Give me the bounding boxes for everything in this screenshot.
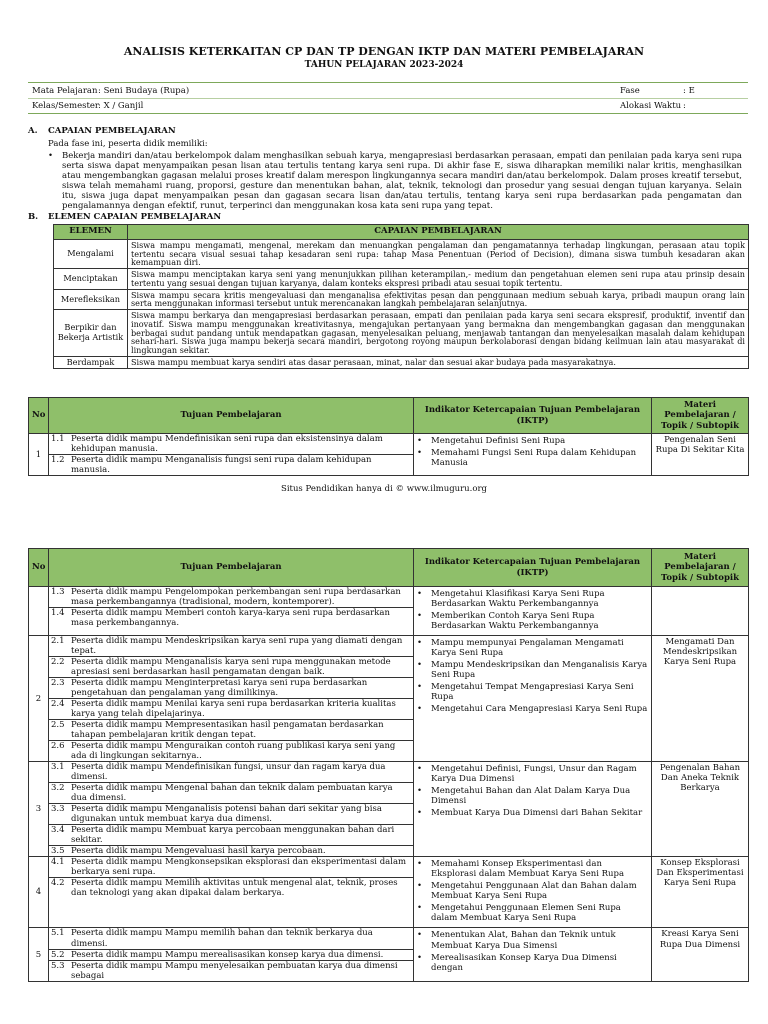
elemen-row: [54, 240, 749, 269]
elemen-name: Menciptakan: [54, 269, 128, 289]
bullet-icon: •: [417, 903, 423, 914]
row-number: 4: [29, 857, 49, 928]
fase-label: Fase: [620, 86, 640, 96]
tp-item-text: Peserta didik mampu Mampu merealisasikan konsep karya dua dimensi.: [71, 949, 384, 960]
tp-item-text: Peserta didik mampu Menganalisis fungsi seni rupa dalam kehidupan manusia.: [71, 455, 372, 476]
tp-item-text: Peserta didik mampu Mendeskripsikan karya seni rupa yang diamati dengan tepat.: [71, 636, 403, 657]
materi-cell: Konsep Eksplorasi Dan Eksperimentasi Karya Seni Rupa: [652, 857, 749, 928]
iktp-item: [417, 704, 648, 714]
iktp-cell: [414, 434, 652, 476]
iktp-header: Indikator Ketercapaian Tujuan Pembelajaran (IKTP): [414, 549, 652, 587]
tp-item-text: Peserta didik mampu Memberi contoh karya-karya seni rupa berdasarkan masa perkembangannya.: [71, 608, 390, 629]
iktp-item-text: Memahami Fungsi Seni Rupa dalam Kehidupan Manusia: [431, 448, 637, 469]
elemen-capaian: Siswa mampu membuat karya sendiri atas dasar perasaan, minat, nalar dan sesuai akar budaya pada masyarakatnya.: [128, 356, 749, 369]
tp-item: [49, 878, 413, 898]
bullet-icon: •: [417, 436, 423, 446]
iktp-header: Indikator Ketercapaian Tujuan Pembelajaran (IKTP): [414, 398, 652, 434]
tp-item: [49, 928, 413, 949]
bullet-icon: •: [417, 589, 423, 599]
bullet-icon: •: [417, 808, 423, 819]
tp-item: [49, 846, 413, 856]
iktp-item: [417, 903, 648, 923]
alokasi-value: :: [683, 101, 686, 111]
materi-cell: [652, 587, 749, 636]
section-a-heading: [28, 126, 428, 138]
tp-item: [49, 950, 413, 961]
tp-item: [49, 608, 413, 628]
tp-row: [29, 928, 749, 981]
tp-row: [29, 434, 749, 476]
bullet-icon: •: [417, 660, 423, 671]
elemen-row: [54, 289, 749, 309]
tp-item-text: Peserta didik mampu Menguraikan contoh ruang publikasi karya seni yang ada di lingkungan sekitarnya..: [71, 741, 396, 762]
iktp-item: [417, 611, 648, 631]
iktp-item-text: Merealisasikan Konsep Karya Dua Dimensi dengan: [431, 952, 617, 973]
materi-cell: Pengenalan Bahan Dan Aneka Teknik Berkarya: [652, 762, 749, 857]
tp-item-text: Peserta didik mampu Mampu menyelesaikan pembuatan karya dua dimensi sebagai: [71, 960, 398, 981]
tp-row: [29, 762, 749, 857]
identity-row-1: [28, 84, 748, 99]
iktp-item-text: Menentukan Alat, Bahan dan Teknik untuk Membuat Karya Dua Simensi: [431, 930, 616, 951]
iktp-item: [417, 930, 648, 950]
tp-item: [49, 587, 413, 608]
elemen-name: Merefleksikan: [54, 289, 128, 309]
tp-item: [49, 678, 413, 699]
elemen-capaian: Siswa mampu berkarya dan mengapresiasi berdasarkan perasaan, empati dan penilaian pada karya seni secara ekspresif, produktif, inventif dan inovatif. Siswa mampu menggunakan kreativitasnya, mengajukan pertanyaan yang bermakna dan mengembangkan gagasan dan menggunakan berbagai sudut pandang untuk mendapatkan gagasan, menyelesaikan peluang, menjawab tantangan dan menyelesaikan masalah dalam kehidupan sehari-hari. Siswa juga mampu bekerja secara mandiri, bergotong royong maupun berkolaborasi dengan bidang keilmuan lain atau masyarakat di lingkungan sekitar.: [128, 310, 749, 357]
elemen-name: Mengalami: [54, 240, 128, 269]
bullet-icon: •: [417, 611, 423, 622]
tp-item-text: Peserta didik mampu Menganalisis potensi bahan dari sekitar yang bisa digunakan untuk membuat karya dua dimensi.: [71, 804, 382, 825]
tp-item: [49, 699, 413, 720]
iktp-item: [417, 448, 648, 468]
iktp-item-text: Mengetahui Cara Mengapresiasi Karya Seni Rupa: [431, 704, 648, 715]
tp-item-text: Peserta didik mampu Pengelompokan perkembangan seni rupa berdasarkan masa perkembangannya (tradisional, modern, kontemporer).: [71, 587, 401, 608]
bullet-icon: •: [417, 952, 423, 963]
iktp-cell: [414, 928, 652, 981]
mapel-value: : Seni Budaya (Rupa): [98, 86, 190, 96]
elemen-row: [54, 356, 749, 369]
tp-header: Tujuan Pembelajaran: [49, 549, 414, 587]
fase-value: : E: [683, 86, 695, 96]
tp-table-1-body: [29, 434, 749, 476]
tp-item-text: Peserta didik mampu Memilih aktivitas untuk mengenal alat, teknik, proses dan teknologi yang akan dipakai dalam berkarya.: [71, 878, 398, 899]
tp-item: [49, 455, 413, 475]
bullet-icon: •: [417, 682, 423, 693]
tp-item: [49, 825, 413, 846]
tp-item-number: 4.2: [51, 878, 65, 889]
iktp-item-text: Mengetahui Penggunaan Alat dan Bahan dalam Membuat Karya Seni Rupa: [431, 881, 637, 902]
iktp-item-text: Memahami Konsep Eksperimentasi dan Eksplorasi dalam Membuat Karya Seni Rupa: [431, 859, 625, 880]
tp-item-number: 2.5: [51, 720, 65, 731]
tp-item-number: 1.3: [51, 587, 65, 597]
tp-item-number: 5.2: [51, 949, 65, 960]
tp-cell: [49, 587, 414, 636]
row-number: 3: [29, 762, 49, 857]
tp-item-number: 2.2: [51, 657, 65, 668]
elemen-capaian: Siswa mampu menciptakan karya seni yang menunjukkan pilihan keterampilan,- medium dan pengetahuan elemen seni rupa atau prinsip desain tertentu yang sesuai dengan tujuan karyanya, dalam konteks ekspresi pribadi atau sesuai topik tertentu.: [128, 269, 749, 289]
iktp-item: [417, 682, 648, 702]
row-number: [29, 587, 49, 636]
no-header: No: [29, 398, 49, 434]
tp-item: [49, 434, 413, 455]
tp-row: [29, 587, 749, 636]
identity-row-2: [28, 99, 748, 114]
tp-item: [49, 961, 413, 981]
tp-item: [49, 636, 413, 657]
tp-cell: [49, 762, 414, 857]
bullet-icon: •: [48, 151, 54, 161]
tp-cell: [49, 636, 414, 762]
iktp-item: [417, 660, 648, 680]
section-b-number: B.: [28, 212, 39, 222]
iktp-item: [417, 589, 648, 609]
bullet-icon: •: [417, 881, 423, 892]
iktp-item-text: Mengetahui Definisi Seni Rupa: [431, 436, 566, 446]
row-number: 2: [29, 636, 49, 762]
tp-item-text: Peserta didik mampu Mengkonsepsikan eksplorasi dan eksperimentasi dalam berkarya seni rupa.: [71, 857, 407, 878]
tp-item-text: Peserta didik mampu Mengevaluasi hasil karya percobaan.: [71, 846, 326, 857]
bullet-icon: •: [417, 930, 423, 941]
materi-header: Materi Pembelajaran / Topik / Subtopik: [652, 549, 749, 587]
elemen-row: [54, 310, 749, 357]
tp-item-number: 5.1: [51, 928, 65, 939]
tp-item-number: 1.2: [51, 455, 65, 466]
bullet-icon: •: [417, 704, 423, 715]
iktp-item-text: Mampu mempunyai Pengalaman Mengamati Karya Seni Rupa: [431, 638, 624, 659]
section-a-number: A.: [28, 126, 38, 136]
iktp-item: [417, 436, 648, 446]
bullet-icon: •: [417, 786, 423, 797]
bullet-icon: •: [417, 764, 423, 775]
iktp-item: [417, 859, 648, 879]
tp-cell: [49, 857, 414, 928]
section-b-label: ELEMEN CAPAIAN PEMBELAJARAN: [48, 212, 222, 222]
iktp-item-text: Mengetahui Bahan dan Alat Dalam Karya Dua Dimensi: [431, 786, 631, 807]
tp-item: [49, 804, 413, 825]
document-title: ANALISIS KETERKAITAN CP DAN TP DENGAN IKTP DAN MATERI PEMBELAJARAN: [123, 45, 645, 58]
tp-cell: [49, 928, 414, 981]
tp-item-number: 3.5: [51, 846, 65, 857]
iktp-item-text: Mengetahui Penggunaan Elemen Seni Rupa dalam Membuat Karya Seni Rupa: [431, 903, 621, 924]
tp-item-number: 1.1: [51, 434, 65, 444]
bullet-icon: •: [417, 448, 423, 459]
tp-item-number: 5.3: [51, 960, 65, 971]
footer-site-note: Situs Pendidikan hanya di © www.ilmuguru.org: [281, 484, 487, 494]
section-a-bullet: [48, 151, 742, 211]
iktp-item: [417, 764, 648, 784]
iktp-cell: [414, 587, 652, 636]
elemen-capaian: Siswa mampu secara kritis mengevaluasi dan menganalisa efektivitas pesan dan penggunaan medium sebuah karya, pribadi maupun orang lain serta menggunakan informasi tersebut untuk merencanakan langkah pembelajaran selanjutnya.: [128, 289, 749, 309]
tp-item-number: 2.3: [51, 678, 65, 689]
tp-item: [49, 762, 413, 783]
iktp-item-text: Mengetahui Definisi, Fungsi, Unsur dan Ragam Karya Dua Dimensi: [431, 764, 637, 785]
tp-item-text: Peserta didik mampu Mampu memilih bahan dan teknik berkarya dua dimensi.: [71, 928, 373, 949]
tp-item-number: 2.6: [51, 741, 65, 752]
tp-item-text: Peserta didik mampu Mendefinisikan seni rupa dan eksistensinya dalam kehidupan manusia.: [71, 434, 383, 455]
section-a-bullet-text: Bekerja mandiri dan/atau berkelompok dalam menghasilkan sebuah karya, mengapresiasi berdasarkan perasaan, empati dan penilaian pada karya seni rupa serta siswa dapat menyampaikan pesan lisan atau tertulis tentang karya seni rupa. Di akhir fase E, siswa diharapkan memiliki nalar kritis, menghasilkan atau mengembangkan gagasan melalui proses kreatif dalam merespon lingkungannya secara mandiri dan/atau berkelompok. Dalam proses kreatif tersebut, siswa telah memahami ruang, proporsi, gesture dan menentukan bahan, alat, teknik, teknologi dan prosedur yang sesuai dengan tujuan karyanya. Selain itu, siswa juga dapat menyampaikan pesan dan gagasan secara lisan dan/atau tertulis, tentang karya seni rupa berdasarkan pada pengamatan dan pengalamannya dengan efektif, runut, terperinci dan menggunakan kosa kata seni rupa yang tepat.: [62, 151, 742, 212]
elemen-name: Berpikir dan Bekerja Artistik: [54, 310, 128, 357]
elemen-table: [53, 224, 749, 369]
materi-cell: Pengenalan Seni Rupa Di Sekitar Kita: [652, 434, 749, 476]
materi-header: Materi Pembelajaran / Topik / Subtopik: [652, 398, 749, 434]
kelas-value: : X / Ganjil: [98, 101, 144, 111]
elemen-name: Berdampak: [54, 356, 128, 369]
tp-item-text: Peserta didik mampu Mempresentasikan hasil pengamatan berdasarkan tahapan pembelajaran kritik dengan tepat.: [71, 720, 384, 741]
elemen-table-body: [54, 240, 749, 369]
iktp-item: [417, 808, 648, 818]
tp-item: [49, 720, 413, 741]
tp-item-number: 3.1: [51, 762, 65, 773]
section-b-heading: [28, 212, 428, 224]
tp-item-text: Peserta didik mampu Mengenal bahan dan teknik dalam pembuatan karya dua dimensi.: [71, 783, 393, 804]
iktp-cell: [414, 762, 652, 857]
kelas-label: Kelas/Semester: [32, 101, 99, 111]
tp-item-text: Peserta didik mampu Menganalisis karya seni rupa menggunakan metode apresiasi seni berdasarkan hasil pengamatan dengan baik.: [71, 657, 391, 678]
tp-table-1: [28, 397, 749, 476]
capaian-header: CAPAIAN PEMBELAJARAN: [128, 225, 749, 240]
identity-box: [28, 82, 748, 114]
elemen-header: ELEMEN: [54, 225, 128, 240]
tp-item-number: 3.2: [51, 783, 65, 794]
materi-cell: Mengamati Dan Mendeskripsikan Karya Seni Rupa: [652, 636, 749, 762]
tp-cell: [49, 434, 414, 476]
bullet-icon: •: [417, 638, 423, 649]
row-number: 1: [29, 434, 49, 476]
tp-item-number: 3.4: [51, 825, 65, 836]
iktp-item: [417, 786, 648, 806]
tp-row: [29, 636, 749, 762]
iktp-item-text: Memberikan Contoh Karya Seni Rupa Berdasarkan Waktu Perkembangannya: [431, 611, 599, 632]
tp-item-text: Peserta didik mampu Mendefinisikan fungsi, unsur dan ragam karya dua dimensi.: [71, 762, 386, 783]
elemen-row: [54, 269, 749, 289]
iktp-item-text: Membuat Karya Dua Dimensi dari Bahan Sekitar: [431, 808, 643, 819]
tp-table-2: [28, 548, 749, 982]
tp-item-text: Peserta didik mampu Menginterpretasi karya seni rupa berdasarkan pengetahuan dan pengalaman yang dimilikinya.: [71, 678, 368, 699]
iktp-item-text: Mampu Mendeskripsikan dan Menganalisis Karya Seni Rupa: [431, 660, 648, 681]
no-header: No: [29, 549, 49, 587]
materi-cell: Kreasi Karya Seni Rupa Dua Dimensi: [652, 928, 749, 981]
iktp-cell: [414, 857, 652, 928]
tp-item-number: 4.1: [51, 857, 65, 868]
tp-item-text: Peserta didik mampu Membuat karya percobaan menggunakan bahan dari sekitar.: [71, 825, 395, 846]
tp-item-number: 1.4: [51, 608, 65, 619]
row-number: 5: [29, 928, 49, 981]
mapel-label: Mata Pelajaran: [32, 86, 98, 96]
tp-item-number: 2.1: [51, 636, 65, 647]
tp-item: [49, 741, 413, 761]
iktp-item-text: Mengetahui Klasifikasi Karya Seni Rupa Berdasarkan Waktu Perkembangannya: [431, 589, 605, 610]
section-a-intro: Pada fase ini, peserta didik memiliki:: [48, 139, 208, 149]
iktp-item: [417, 953, 648, 973]
bullet-icon: •: [417, 859, 423, 870]
tp-item-number: 2.4: [51, 699, 65, 710]
tp-item-number: 3.3: [51, 804, 65, 815]
tp-row: [29, 857, 749, 928]
tp-item: [49, 857, 413, 878]
iktp-item-text: Mengetahui Tempat Mengapresiasi Karya Seni Rupa: [431, 682, 634, 703]
tp-item: [49, 783, 413, 804]
iktp-cell: [414, 636, 652, 762]
iktp-item: [417, 881, 648, 901]
elemen-capaian: Siswa mampu mengamati, mengenal, merekam dan menuangkan pengalaman dan pengamatannya terhadap lingkungan, perasaan atau topik tertentu secara visual sesuai tahap kesadaran seni rupa: tahap Masa Penentuan (Period of Decision), dimana siswa tumbuh kesadaran akan kemampuan diri.: [128, 240, 749, 269]
tp-header: Tujuan Pembelajaran: [49, 398, 414, 434]
tp-item-text: Peserta didik mampu Menilai karya seni rupa berdasarkan kriteria kualitas karya yang telah dipelajarinya.: [71, 699, 396, 720]
alokasi-label: Alokasi Waktu: [620, 101, 682, 111]
section-a-label: CAPAIAN PEMBELAJARAN: [48, 126, 176, 136]
tp-item: [49, 657, 413, 678]
iktp-item: [417, 638, 648, 658]
document-subtitle: TAHUN PELAJARAN 2023-2024: [304, 60, 464, 70]
tp-table-2-body: [29, 587, 749, 982]
